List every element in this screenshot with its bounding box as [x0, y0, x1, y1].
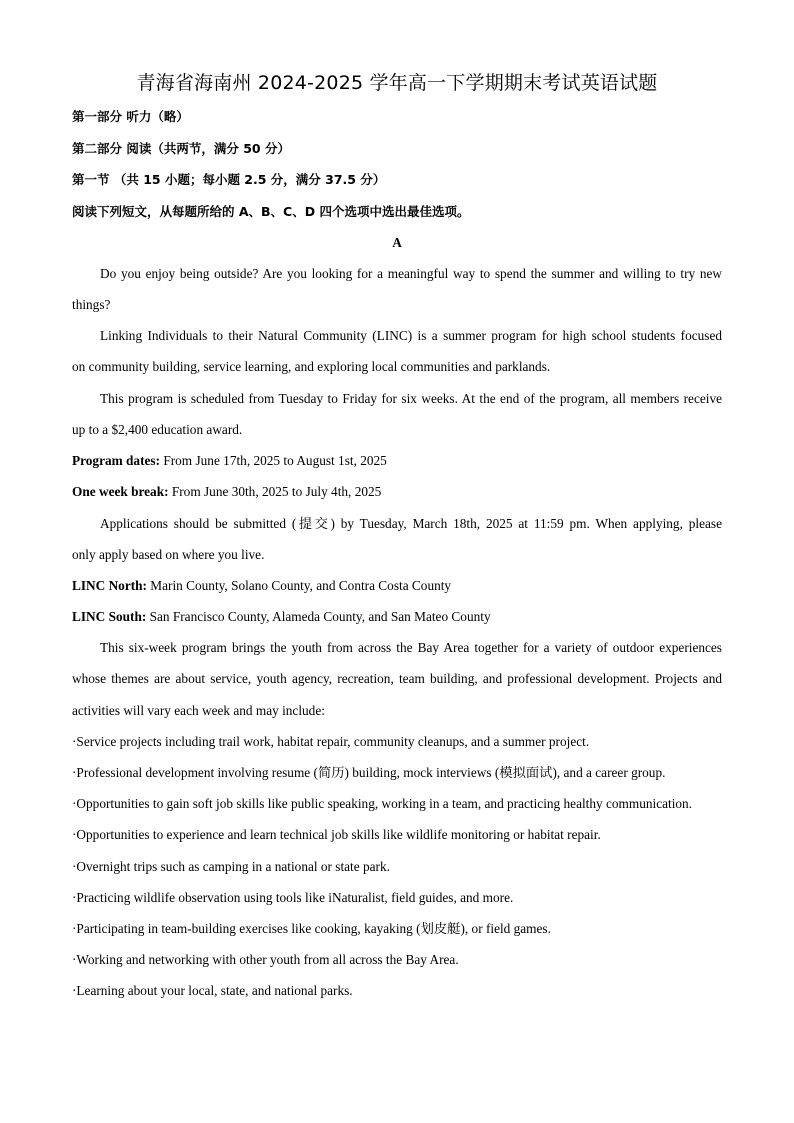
paragraph-1-line-2: things?	[72, 297, 111, 312]
program-dates	[72, 452, 722, 470]
week-break-label: One week break:	[72, 484, 169, 499]
part-two-heading: 第二部分 阅读（共两节，满分 50 分）	[72, 141, 290, 156]
linc-north-value: Marin County, Solano County, and Contra Costa County	[146, 578, 452, 593]
instructions: 阅读下列短文，从每题所给的 A、B、C、D 四个选项中选出最佳选项。	[72, 204, 470, 219]
program-dates-label: Program dates:	[72, 453, 161, 468]
paragraph-1-line-1: Do you enjoy being outside? Are you looking for a meaningful way to spend the summer and willing to try new	[100, 266, 722, 281]
paragraph-4-line-1: Applications should be submitted (提交) by Tuesday, March 18th, 2025 at 11:59 pm. When applying, please	[100, 516, 722, 531]
paragraph-2-line-2: on community building, service learning, and exploring local communities and parklands.	[72, 359, 551, 374]
list-item: ·Opportunities to gain soft job skills like public speaking, working in a team, and practicing healthy communication.	[72, 796, 693, 811]
list-item: ·Overnight trips such as camping in a national or state park.	[72, 859, 390, 874]
list-item: ·Professional development involving resume (简历) building, mock interviews (模拟面试), and a career group.	[72, 765, 666, 780]
paragraph-5-line-2: whose themes are about service, youth agency, recreation, team building, and professional development. Projects and	[72, 671, 722, 686]
section-one-heading: 第一节 （共 15 小题；每小题 2.5 分，满分 37.5 分）	[72, 172, 386, 187]
list-item: ·Opportunities to experience and learn technical job skills like wildlife monitoring or habitat repair.	[72, 827, 601, 842]
linc-north	[72, 577, 722, 595]
paragraph-4-line-2: only apply based on where you live.	[72, 547, 265, 562]
list-item: ·Participating in team-building exercises like cooking, kayaking (划皮艇), or field games.	[72, 921, 551, 936]
linc-north-label: LINC North:	[72, 578, 147, 593]
list-item: ·Practicing wildlife observation using tools like iNaturalist, field guides, and more.	[72, 890, 514, 905]
linc-south-label: LINC South:	[72, 609, 147, 624]
linc-south	[72, 608, 722, 626]
list-item: ·Working and networking with other youth from all across the Bay Area.	[72, 952, 459, 967]
page-title: 青海省海南州 2024-2025 学年高一下学期期末考试英语试题	[136, 72, 658, 94]
paragraph-3-line-2: up to a $2,400 education award.	[72, 422, 243, 437]
part-one-heading: 第一部分 听力（略）	[72, 109, 189, 124]
paragraph-2-line-1: Linking Individuals to their Natural Community (LINC) is a summer program for high school students focused	[100, 328, 722, 343]
paragraph-5-line-1: This six-week program brings the youth from across the Bay Area together for a variety of outdoor experiences	[100, 640, 722, 655]
paragraph-3-line-1: This program is scheduled from Tuesday to Friday for six weeks. At the end of the program, all members receive	[100, 391, 722, 406]
linc-south-value: San Francisco County, Alameda County, and San Mateo County	[146, 609, 491, 624]
program-dates-value: From June 17th, 2025 to August 1st, 2025	[160, 453, 387, 468]
passage-label: A	[392, 235, 402, 250]
list-item: ·Service projects including trail work, habitat repair, community cleanups, and a summer project.	[72, 734, 590, 749]
week-break	[72, 483, 722, 501]
week-break-value: From June 30th, 2025 to July 4th, 2025	[168, 484, 382, 499]
paragraph-5-line-3: activities will vary each week and may include:	[72, 703, 325, 718]
list-item: ·Learning about your local, state, and national parks.	[72, 983, 353, 998]
